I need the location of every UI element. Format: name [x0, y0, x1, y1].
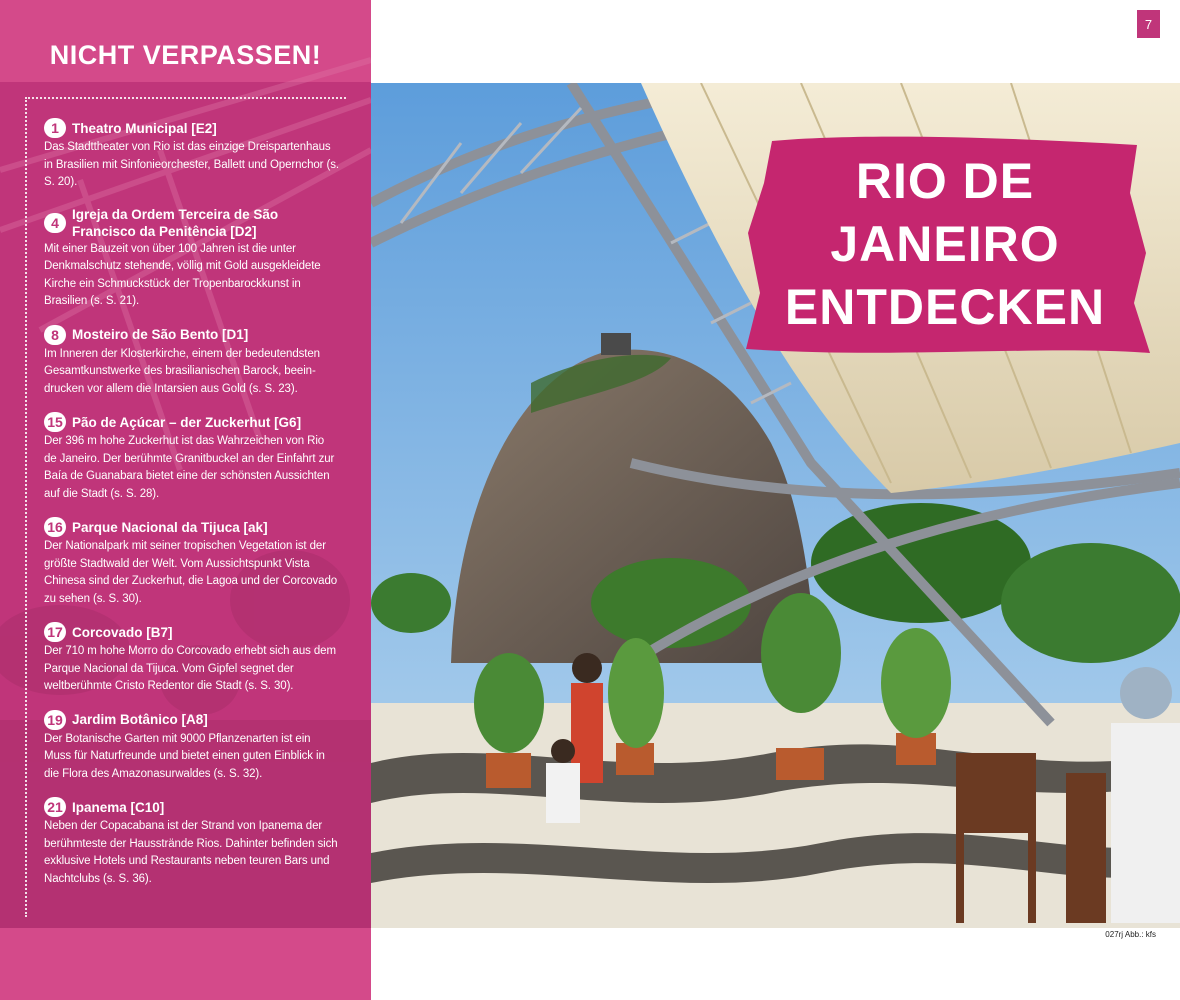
item-number-badge: 4	[44, 213, 66, 233]
item-title: Parque Nacional da Tijuca [ak]	[72, 519, 268, 535]
list-item	[44, 118, 339, 192]
title-line-3: ENTDECKEN	[784, 279, 1106, 335]
photo-credit: 027rj Abb.: kfs	[1105, 930, 1156, 939]
highlights-list	[44, 118, 339, 902]
item-number-badge: 1	[44, 118, 66, 138]
list-item	[44, 710, 339, 784]
page-title	[770, 150, 1120, 339]
item-number-badge: 15	[44, 412, 66, 432]
list-item	[44, 622, 339, 696]
item-number-badge: 21	[44, 797, 66, 817]
item-title: Mosteiro de São Bento [D1]	[72, 327, 249, 342]
item-number-badge: 17	[44, 622, 66, 642]
item-title: Theatro Municipal [E2]	[72, 120, 217, 136]
item-title: Ipanema [C10]	[72, 799, 165, 815]
sidebar-heading: NICHT VERPASSEN!	[49, 40, 322, 70]
item-description: Im Inneren der Klosterkirche, einem der bedeutendsten Gesamtkunstwerke des brasilianischen Barock, beeindrucken vor allem die Intarsien aus Gold (s. S. 23).	[44, 347, 320, 395]
list-item	[44, 206, 339, 311]
sidebar	[0, 0, 371, 1000]
title-line-2: JANEIRO	[830, 216, 1060, 272]
item-description: Der Nationalpark mit seiner tropischen Vegetation ist der größte Stadtwald der Welt. Vom Aussichtspunkt Vista Chinesa sind der Zuckerhut, die Lagoa und der Corcovado zu sehen (s. S. 30).	[44, 540, 338, 605]
list-item	[44, 325, 339, 399]
item-description: Der 710 m hohe Morro do Corcovado erhebt sich aus dem Parque Nacional da Tijuca. Vom Gipfel segnet der weltberühmte Cristo Redentor die Stadt (s. S. 30).	[44, 645, 336, 692]
item-title: Igreja da Ordem Terceira de São Francisco da Penitência [D2]	[72, 206, 279, 239]
item-title: Corcovado [B7]	[72, 624, 173, 640]
item-number-badge: 19	[44, 710, 66, 730]
item-description: Das Stadttheater von Rio ist das einzige Dreispartenhaus in Brasilien mit Sinfonieorchester, Ballett und Opernchor (s. S. 20).	[44, 141, 339, 188]
item-number-badge: 16	[44, 517, 66, 537]
list-item	[44, 517, 339, 608]
list-item	[44, 412, 339, 503]
item-number-badge: 8	[44, 325, 66, 345]
item-description: Der 396 m hohe Zuckerhut ist das Wahrzeichen von Rio de Janeiro. Der berühmte Granitbuckel an der Einfahrt zur Baía de Guanabara bietet eine der schönsten Aussichten auf die Stadt (s. S. 28).	[44, 435, 335, 500]
sidebar-footer-band	[0, 928, 371, 1000]
list-item	[44, 797, 339, 888]
item-description: Neben der Copacabana ist der Strand von Ipanema der berühmteste der Hausstrände Rios. Dahinter befinden sich exklusive Hotels und Restaurants neben teuren Bars und Nachtclubs (s. S. 36).	[44, 820, 338, 885]
item-description: Mit einer Bauzeit von über 100 Jahren ist die unter Denkmalschutz stehende, völlig mit Gold ausgekleidete Kirche ein Schmuckstück der Tropenbarockkunst in Brasilien (s. S. 21).	[44, 242, 321, 307]
title-line-1: RIO DE	[855, 153, 1035, 209]
item-description: Der Botanische Garten mit 9000 Pflanzenarten ist ein Muss für Naturfreunde und bietet einen guten Einblick in die Flora des Amazonasurwaldes (s. S. 32).	[44, 732, 325, 780]
item-title: Pão de Açúcar – der Zuckerhut [G6]	[72, 414, 302, 430]
page-number: 7	[1137, 10, 1160, 38]
item-title: Jardim Botânico [A8]	[72, 712, 208, 727]
